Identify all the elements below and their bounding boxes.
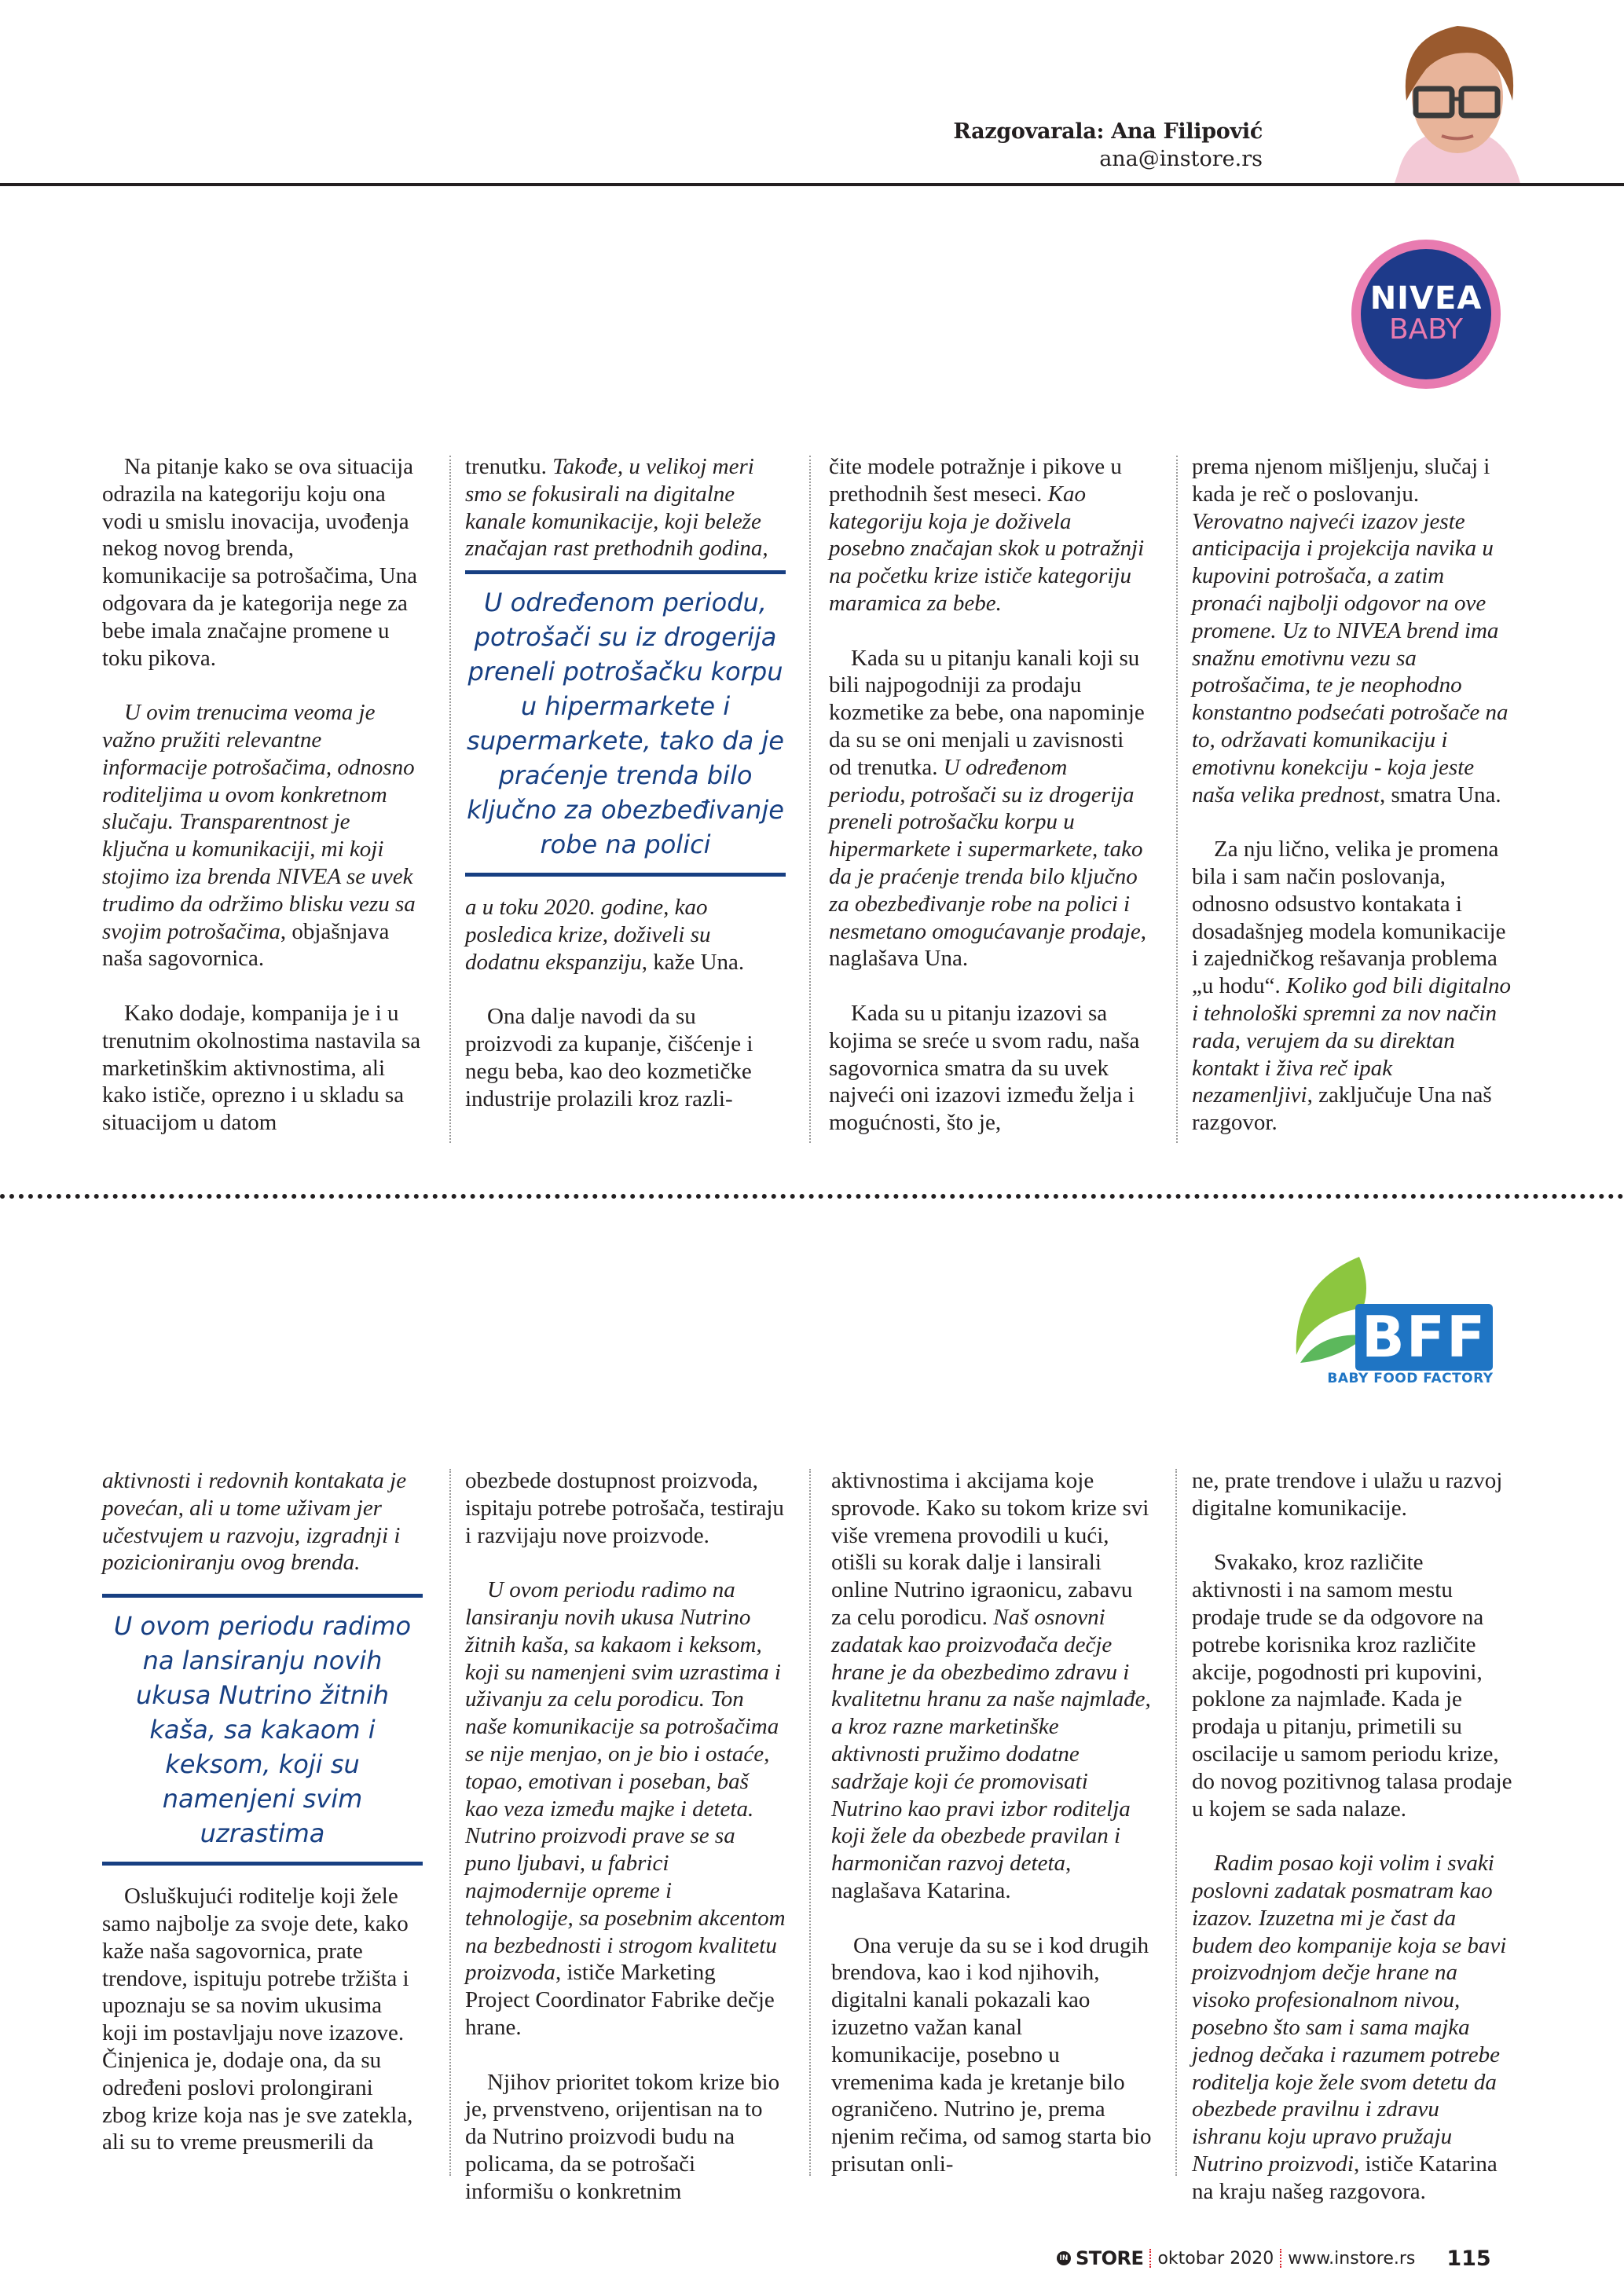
paragraph: aktivnosti i redovnih kontakata je povećan, ali u tome uživam jer učestvujem u razvoju, izgradnji i pozicioniranju ovog brenda. <box>102 1468 407 1576</box>
s2-column-3 <box>831 1467 1152 2206</box>
paragraph: Kada su u pitanju izazovi sa kojima se sreće u svom radu, naša sagovornica smatra da su uvek najveći oni izazovi između želja i mogućnosti, što je, <box>829 1000 1140 1136</box>
byline <box>953 119 1263 171</box>
s1-column-3 <box>829 453 1149 1164</box>
footer-brand: STORE <box>1076 2247 1144 2269</box>
nivea-baby-logo <box>1351 240 1501 389</box>
column-divider <box>1176 456 1178 1143</box>
s1-column-4 <box>1192 453 1512 1164</box>
paragraph: Svakako, kroz različite aktivnosti i na samom mestu prodaje trude se da odgovore na potrebe korisnika kroz različite akcije, pogodnosti pri kupovini, poklone za najmlađe. Kada je prodaja u pitanju, primetili su oscilacije u samom periodu krize, do novog pozitivnog talasa prodaje u kojem se sada nalaze. <box>1192 1550 1512 1822</box>
author-photo <box>1383 14 1528 183</box>
footer-separator <box>1149 2249 1151 2268</box>
column-divider <box>809 456 811 1143</box>
paragraph: a u toku 2020. godine, kao posledica krize, doživeli su dodatnu ekspanziju, kaže Una. <box>465 895 745 975</box>
paragraph: Radim posao koji volim i svaki poslovni zadatak posmatram kao izazov. Izuzetna mi je čast da budem deo kompanije koja se bavi proizvodnjom dečje hrane na visoko profesionalnom nivou, posebno što sam i sama majka jednog dečaka i razumem potrebe roditelja koje žele svom detetu da obezbede pravilnu i zdravu ishranu koju upravo pružaju Nutrino proizvodi, ističe Katarina na kraju našeg razgovora. <box>1192 1851 1507 2204</box>
footer-issue: oktobar 2020 <box>1157 2248 1274 2269</box>
byline-author: Razgovarala: Ana Filipović <box>953 119 1263 144</box>
paragraph: obezbede dostupnost proizvoda, ispitaju potrebe potrošača, testiraju i razvijaju nove proizvode. <box>465 1468 784 1548</box>
s2-column-2 <box>465 1467 786 2232</box>
paragraph: Kako dodaje, kompanija je i u trenutnim okolnostima nastavila sa marketinškim aktivnostima, ali kako ističe, oprezno i u skladu sa situacijom u datom <box>102 1000 421 1136</box>
paragraph: aktivnostima i akcijama koje sprovode. Kako su tokom krize svi više vremena provodili u kući, otišli su korak dalje i lansirali online Nutrino igraonicu, zabavu za celu porodicu. Naš osnovni zadatak kao proizvođača dečje hrane je da obezbedimo zdravu i kvalitetnu hranu za naše najmlađe, a kroz razne marketinške aktivnosti pružimo dodatne sadržaje koji će promovisati Nutrino kao pravi izbor roditelja koji žele da obezbede pravilan i harmoničan razvoj deteta, naglašava Katarina. <box>831 1468 1151 1903</box>
paragraph: Na pitanje kako se ova situacija odrazila na kategoriju koju ona vodi u smislu inovacija, uvođenja nekog novog brenda, komunikacije sa potrošačima, Una odgovara da je kategorija nege za bebe imala značajne promene u toku pikova. <box>102 454 418 671</box>
pull-quote-rule <box>465 873 786 877</box>
page-footer <box>1057 2247 1491 2270</box>
s2-column-4 <box>1192 1467 1512 2232</box>
paragraph: Njihov prioritet tokom krize bio je, prvenstveno, orijentisan na to da Nutrino proizvodi budu na policama, da se potrošači informišu o konkretnim <box>465 2069 780 2204</box>
page-number: 115 <box>1446 2246 1491 2271</box>
pull-quote: U određenom periodu, potrošači su iz drogerija preneli potrošačku korpu u hipermarkete i supermarkete, tako da je praćenje trenda bilo ključno za obezbeđivanje robe na polici <box>467 588 784 860</box>
paragraph: prema njenom mišljenju, slučaj i kada je reč o poslovanju. Verovatno najveći izazov jeste anticipacija i projekcija navika u kupovini potrošača, a zatim pronaći najbolji odgovor na ove promene. Uz to NIVEA brend ima snažnu emotivnu vezu sa potrošačima, te je neophodno konstantno podsećati potrošače na to, održavati komunikaciju i emotivnu konekciju - koja jeste naša velika prednost, smatra Una. <box>1192 454 1509 807</box>
section-separator <box>0 1194 1624 1199</box>
paragraph: Ona veruje da su se i kod drugih brendova, kao i kod njihovih, digitalni kanali pokazali kao izuzetno važan kanal komunikacije, posebno u vremenima kada je kretanje bilo ograničeno. Nutrino je, prema njenim rečima, od samog starta bio prisutan onli- <box>831 1932 1152 2177</box>
pull-quote-rule <box>102 1862 423 1866</box>
paragraph: Ona dalje navodi da su proizvodi za kupanje, čišćenje i negu beba, kao deo kozmetičke industrije prolazili kroz razli- <box>465 1004 753 1111</box>
bff-logo-letters: BFF <box>1355 1304 1493 1371</box>
column-divider <box>449 1469 451 2176</box>
s1-column-1 <box>102 453 423 1164</box>
nivea-logo-text: NIVEA <box>1369 280 1483 317</box>
s2-column-1 <box>102 1467 423 2184</box>
paragraph: U ovim trenucima veoma je važno pružiti relevantne informacije potrošačima, odnosno roditeljima u ovom konkretnom slučaju. Transparentnost je ključna u komunikaciji, mi koji stojimo iza brenda NIVEA se uvek trudimo da održimo blisku vezu sa svojim potrošačima, objašnjava naša sagovornica. <box>102 700 416 972</box>
bff-logo <box>1277 1253 1497 1390</box>
paragraph: Osluškujući roditelje koji žele samo najbolje za svoje dete, kako kaže naša sagovornica, prate trendove, ispituju potrebe tržišta i upoznaju se sa novim ukusima koji im postavljaju nove izazove. Činjenica je, dodaje ona, da su određeni poslovi prolongirani zbog krize koja nas je sve zatekla, ali su to vreme preusmerili da <box>102 1884 413 2155</box>
paragraph: Za nju lično, velika je promena bila i sam način poslovanja, odnosno odsustvo kontakata i dosadašnjeg modela komunikacije i zajedničkog rešavanja problema „u hodu“. Koliko god bili digitalno i tehnološki spremni za nov način rada, verujem da su direktan kontakt i živa reč ipak nezamenljivi, zaključuje Una naš razgovor. <box>1192 837 1511 1136</box>
column-divider <box>449 456 451 1143</box>
bff-logo-caption: BABY FOOD FACTORY <box>1327 1371 1494 1386</box>
pull-quote: U ovom periodu radimo na lansiranju novih ukusa Nutrino žitnih kaša, sa kakaom i keksom, koji su namenjeni svim uzrastima <box>113 1611 412 1849</box>
paragraph: U ovom periodu radimo na lansiranju novih ukusa Nutrino žitnih kaša, sa kakaom i keksom, koji su namenjeni svim uzrastima i uživanju za celu porodicu. Ton naše komunikacije sa potrošačima se nije menjao, on je bio i ostaće, topao, emotivan i poseban, baš kao veza između majke i deteta. Nutrino proizvodi prave se sa puno ljubavi, u fabrici najmodernije opreme i tehnologije, sa posebnim akcentom na bezbednosti i strogom kvalitetu proizvoda, ističe Marketing Project Coordinator Fabrike dečje hrane. <box>465 1577 786 2040</box>
column-divider <box>1175 1469 1177 2176</box>
paragraph: Kada su u pitanju kanali koji su bili najpogodniji za prodaju kozmetike za bebe, ona napominje da su se oni menjali u zavisnosti od trenutka. U određenom periodu, potrošači su iz drogerija preneli potrošačku korpu u hipermarkete i supermarkete, tako da je praćenje trenda bilo ključno za obezbeđivanje robe na polici i nesmetano omogućavanje prodaje, naglašava Una. <box>829 645 1147 972</box>
header-rule <box>0 183 1624 186</box>
nivea-logo-subtext: BABY <box>1388 313 1464 346</box>
byline-email: ana@instore.rs <box>1099 147 1263 171</box>
paragraph: trenutku. Takođe, u velikoj meri smo se fokusirali na digitalne kanale komunikacije, koji beleže značajan rast prethodnih godina, <box>465 454 768 562</box>
s1-column-2 <box>465 453 786 1140</box>
instore-logo-icon: IN <box>1057 2251 1071 2265</box>
paragraph: čite modele potražnje i pikove u prethodnih šest meseci. Kao kategoriju koja je doživela posebno značajan skok u potražnji na početku krize ističe kategoriju maramica za bebe. <box>829 454 1145 616</box>
paragraph: ne, prate trendove i ulažu u razvoj digitalne komunikacije. <box>1192 1468 1503 1521</box>
column-divider <box>809 1469 811 2176</box>
footer-separator <box>1280 2249 1281 2268</box>
footer-url[interactable]: www.instore.rs <box>1288 2248 1416 2269</box>
